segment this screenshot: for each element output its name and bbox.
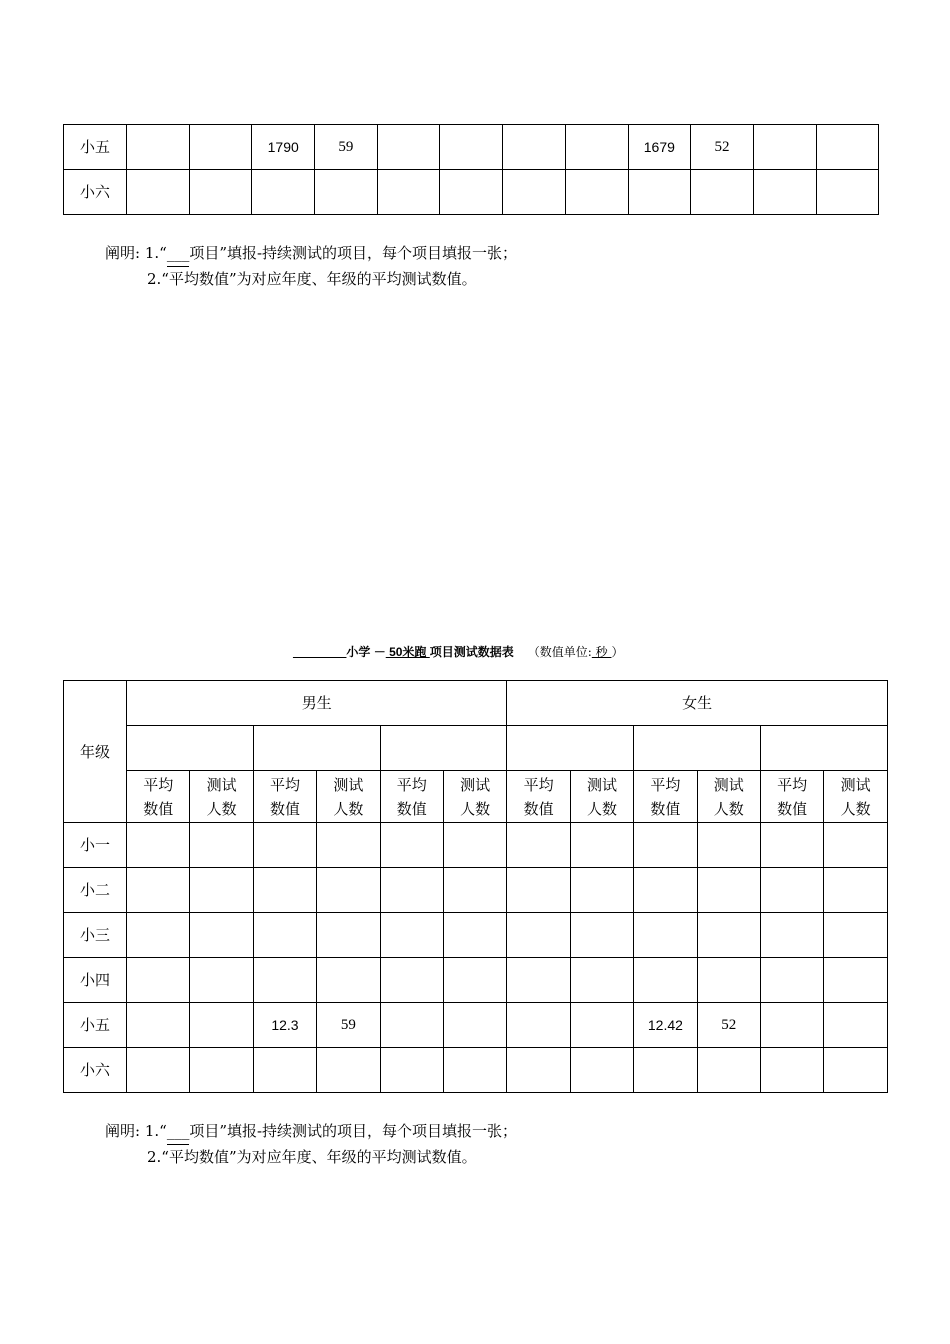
test-count-cell[interactable] [697,913,760,958]
average-value-header [127,771,190,823]
average-value-cell[interactable] [760,1048,823,1093]
test-count-cell[interactable] [190,823,253,868]
average-value-cell[interactable]: 1679 [628,125,691,170]
test-count-cell[interactable] [443,958,506,1003]
header-line-2: 人数 [840,799,871,818]
test-count-cell[interactable] [190,958,253,1003]
note-line-1: 阐明: 1.“___项目”填报-持续测试的项目，每个项目填报一张； [105,241,517,267]
table-row [64,170,879,215]
header-line-2: 人数 [713,799,744,818]
test-count-cell[interactable] [565,125,628,170]
year-cell[interactable] [380,726,507,771]
grade-cell: 小六 [64,170,127,215]
average-value-cell[interactable] [252,170,315,215]
average-value-cell[interactable] [127,913,190,958]
header-line-1: 平均 [396,775,427,794]
average-value-cell[interactable] [253,823,316,868]
school-name-blank[interactable]: ________ [293,645,347,659]
average-value-cell[interactable] [634,823,697,868]
test-count-cell[interactable] [697,868,760,913]
header-line-2: 人数 [333,799,364,818]
test-count-header [697,771,760,823]
test-count-cell[interactable]: 59 [315,125,378,170]
average-value-cell[interactable] [507,868,570,913]
average-value-cell[interactable] [377,125,440,170]
average-value-cell[interactable]: 1790 [252,125,315,170]
test-count-cell[interactable] [824,1003,887,1048]
average-value-cell[interactable] [253,913,316,958]
grade-cell: 小二 [64,868,127,913]
average-value-cell[interactable] [377,170,440,215]
note-line-1: 阐明: 1.“___项目”填报-持续测试的项目，每个项目填报一张； [105,1119,517,1145]
year-cell[interactable] [253,726,380,771]
table1-body [64,125,879,215]
average-value-cell[interactable] [628,170,691,215]
test-count-cell[interactable] [440,170,503,215]
test-count-cell[interactable] [824,868,887,913]
header-line-1: 测试 [460,775,491,794]
average-value-cell[interactable] [127,1003,190,1048]
test-count-cell[interactable] [190,868,253,913]
average-value-cell[interactable] [760,958,823,1003]
header-line-1: 平均 [777,775,808,794]
test-count-cell[interactable] [443,1003,506,1048]
table-row [64,125,879,170]
header-line-2: 数值 [650,799,681,818]
test-count-cell[interactable] [440,125,503,170]
header-line-2: 人数 [206,799,237,818]
test-count-cell[interactable] [317,913,380,958]
test-count-header [824,771,887,823]
notes-block-1 [105,241,517,292]
header-line-1: 测试 [713,775,744,794]
test-count-cell[interactable]: 52 [691,125,754,170]
header-line-1: 平均 [143,775,174,794]
test-count-header [570,771,633,823]
test-count-cell[interactable] [565,170,628,215]
test-count-cell[interactable] [570,868,633,913]
header-line-1: 平均 [523,775,554,794]
test-count-cell[interactable] [190,913,253,958]
average-value-cell[interactable] [503,125,566,170]
test-count-cell[interactable] [189,170,252,215]
table2-head [64,681,888,823]
average-value-cell[interactable] [253,1048,316,1093]
average-value-cell[interactable] [127,868,190,913]
test-count-cell[interactable] [697,823,760,868]
year-cell[interactable] [760,726,887,771]
average-value-header [760,771,823,823]
note-line-2: 2.“平均数值”为对应年度、年级的平均测试数值。 [147,1148,477,1166]
test-count-header [190,771,253,823]
average-value-cell[interactable]: 12.3 [253,1003,316,1048]
note-line-2: 2.“平均数值”为对应年度、年级的平均测试数值。 [147,270,477,288]
table2-body [64,823,888,1093]
test-item: 50米跑 [385,645,430,659]
average-value-cell[interactable] [507,1048,570,1093]
grade-header: 年级 [64,681,127,823]
male-header: 男生 [127,681,507,726]
average-value-cell[interactable] [507,1003,570,1048]
average-value-header [634,771,697,823]
average-value-header [507,771,570,823]
test-count-cell[interactable] [190,1003,253,1048]
header-line-1: 测试 [333,775,364,794]
year-cell[interactable] [127,726,254,771]
female-header: 女生 [507,681,887,726]
test-count-cell[interactable] [443,1048,506,1093]
average-value-cell[interactable] [380,823,443,868]
average-value-cell[interactable] [634,868,697,913]
average-value-cell[interactable] [634,1048,697,1093]
average-value-cell[interactable] [760,1003,823,1048]
test-count-cell[interactable] [315,170,378,215]
subheader-row [64,771,888,823]
test-count-cell[interactable] [816,170,879,215]
header-line-1: 平均 [269,775,300,794]
average-value-cell[interactable] [503,170,566,215]
grade-cell: 小一 [64,823,127,868]
average-value-cell[interactable] [634,958,697,1003]
test-count-cell[interactable] [570,1003,633,1048]
data-table-50m [63,680,888,1093]
header-line-2: 数值 [269,799,300,818]
average-value-cell[interactable] [127,125,190,170]
header-line-2: 人数 [460,799,491,818]
test-count-cell[interactable]: 59 [317,1003,380,1048]
average-value-cell[interactable] [507,823,570,868]
table-row [64,823,888,868]
header-line-2: 数值 [143,799,174,818]
year-cell[interactable] [507,726,634,771]
test-count-cell[interactable] [824,958,887,1003]
average-value-cell[interactable]: 12.42 [634,1003,697,1048]
grade-cell: 小四 [64,958,127,1003]
average-value-cell[interactable] [507,958,570,1003]
header-line-1: 测试 [840,775,871,794]
grade-cell: 小六 [64,1048,127,1093]
average-value-cell[interactable] [253,958,316,1003]
data-table-continued [63,124,879,215]
test-count-cell[interactable] [443,913,506,958]
test-count-cell[interactable] [317,1048,380,1093]
table-row [64,913,888,958]
average-value-header [253,771,316,823]
test-count-cell[interactable] [824,913,887,958]
test-count-cell[interactable] [317,823,380,868]
test-count-cell[interactable] [443,823,506,868]
header-line-1: 平均 [650,775,681,794]
grade-cell: 小五 [64,1003,127,1048]
table-row [64,868,888,913]
average-value-cell[interactable] [760,823,823,868]
test-count-cell[interactable] [570,958,633,1003]
header-line-2: 数值 [523,799,554,818]
average-value-cell[interactable] [127,1048,190,1093]
average-value-cell[interactable] [127,823,190,868]
test-count-cell[interactable] [317,868,380,913]
header-line-1: 测试 [206,775,237,794]
test-count-cell[interactable] [570,913,633,958]
average-value-cell[interactable] [634,913,697,958]
table-row [64,958,888,1003]
average-value-cell[interactable] [380,1003,443,1048]
average-value-header [380,771,443,823]
test-count-cell[interactable] [190,1048,253,1093]
average-value-cell[interactable] [753,125,816,170]
average-value-cell[interactable] [753,170,816,215]
year-cell[interactable] [634,726,761,771]
test-count-cell[interactable] [189,125,252,170]
test-count-cell[interactable] [691,170,754,215]
test-count-cell[interactable] [570,823,633,868]
test-count-cell[interactable] [824,1048,887,1093]
table-row [64,1003,888,1048]
table-title: ________小学 － 50米跑 项目测试数据表 （数值单位: 秒 ） [293,645,624,659]
grade-cell: 小五 [64,125,127,170]
average-value-cell[interactable] [127,170,190,215]
average-value-cell[interactable] [253,868,316,913]
header-line-2: 数值 [777,799,808,818]
grade-cell: 小三 [64,913,127,958]
test-count-cell[interactable] [816,125,879,170]
average-value-cell[interactable] [380,913,443,958]
test-count-header [443,771,506,823]
average-value-cell[interactable] [507,913,570,958]
table-row [64,1048,888,1093]
unit-note: （数值单位: 秒 ） [527,645,624,659]
notes-block-2 [105,1119,517,1170]
average-value-cell[interactable] [760,913,823,958]
test-count-cell[interactable]: 52 [697,1003,760,1048]
average-value-cell[interactable] [760,868,823,913]
average-value-cell[interactable] [380,868,443,913]
header-line-1: 测试 [587,775,618,794]
test-count-cell[interactable] [697,1048,760,1093]
header-line-2: 数值 [396,799,427,818]
average-value-cell[interactable] [380,958,443,1003]
test-count-cell[interactable] [443,868,506,913]
test-count-cell[interactable] [570,1048,633,1093]
test-count-cell[interactable] [824,823,887,868]
test-count-cell[interactable] [697,958,760,1003]
average-value-cell[interactable] [380,1048,443,1093]
average-value-cell[interactable] [127,958,190,1003]
test-count-header [317,771,380,823]
test-count-cell[interactable] [317,958,380,1003]
header-line-2: 人数 [587,799,618,818]
